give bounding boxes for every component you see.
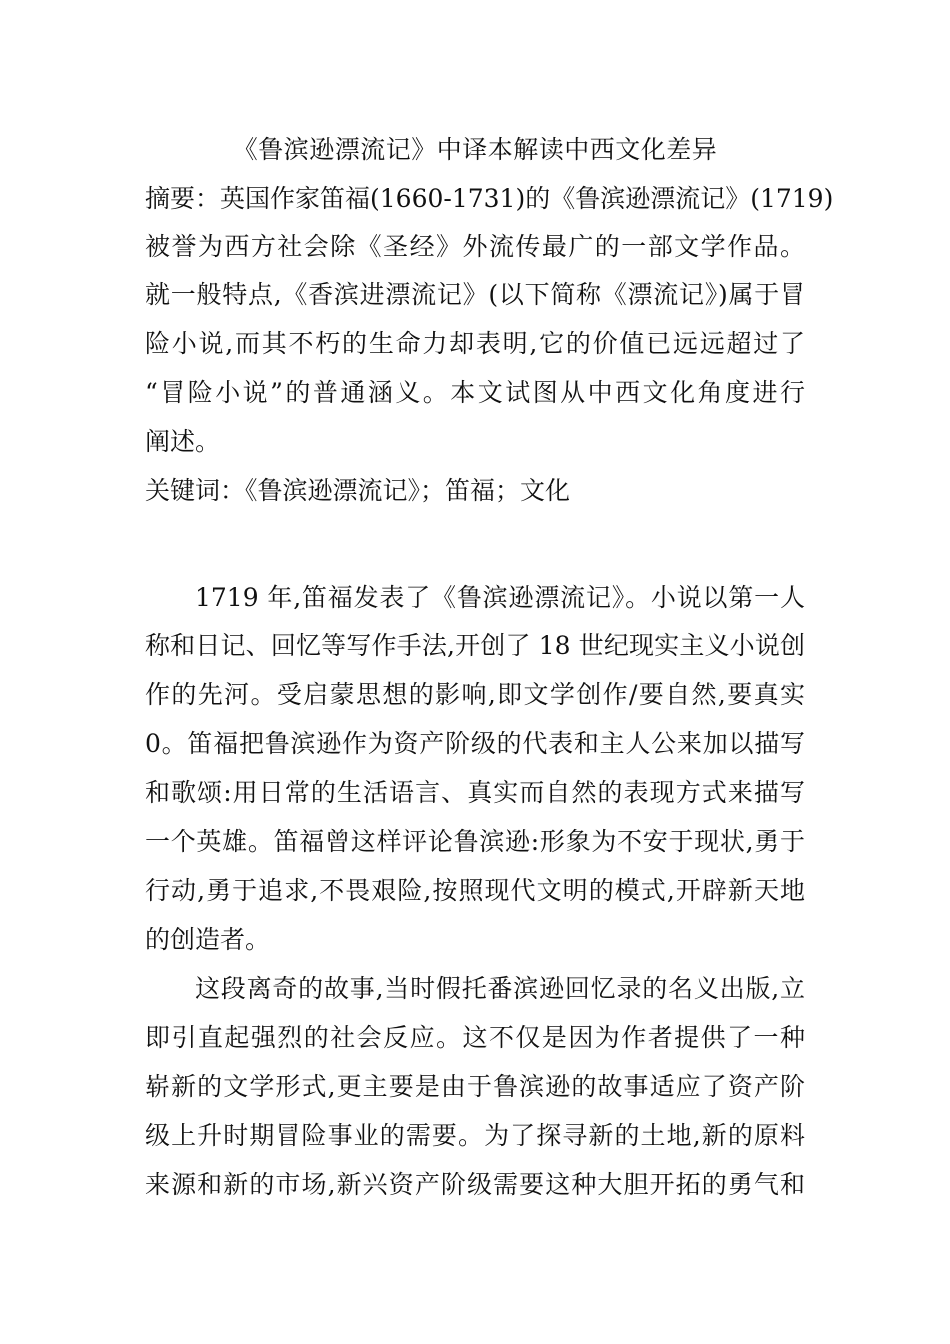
paragraph-line: 一个英雄。笛福曾这样评论鲁滨逊:形象为不安于现状,勇于 — [145, 827, 805, 856]
abstract-line: 就一般特点,《香滨进漂流记》(以下简称《漂流记》)属于冒 — [145, 280, 805, 309]
paragraph-line: 0。笛福把鲁滨逊作为资产阶级的代表和主人公来加以描写 — [145, 729, 805, 758]
abstract-line: “冒险小说”的普通涵义。本文试图从中西文化角度进行 — [145, 378, 805, 407]
paragraph-line: 来源和新的市场,新兴资产阶级需要这种大胆开拓的勇气和 — [145, 1170, 805, 1199]
keywords: 关键词：《鲁滨逊漂流记》；笛福；文化 — [145, 476, 571, 505]
abstract-line: 摘要：英国作家笛福(1660-1731)的《鲁滨逊漂流记》(1719) — [145, 184, 834, 213]
paragraph-line: 这段离奇的故事,当时假托番滨逊回忆录的名义出版,立 — [195, 974, 805, 1003]
paragraph-line: 即引直起强烈的社会反应。这不仅是因为作者提供了一种 — [145, 1023, 805, 1052]
abstract-line: 险小说,而其不朽的生命力却表明,它的价值已远远超过了 — [145, 329, 805, 358]
paragraph-line: 作的先河。受启蒙思想的影响,即文学创作/要自然,要真实 — [145, 680, 805, 709]
abstract-line: 阐述。 — [145, 427, 221, 456]
paragraph-line: 1719 年,笛福发表了《鲁滨逊漂流记》。小说以第一人 — [195, 583, 805, 612]
paragraph-line: 行动,勇于追求,不畏艰险,按照现代文明的模式,开辟新天地 — [145, 876, 805, 905]
paragraph-line: 和歌颂:用日常的生活语言、真实而自然的表现方式来描写 — [145, 778, 805, 807]
paragraph-line: 的创造者。 — [145, 925, 271, 954]
paragraph-line: 称和日记、回忆等写作手法,开创了 18 世纪现实主义小说创 — [145, 631, 805, 660]
paragraph-line: 崭新的文学形式,更主要是由于鲁滨逊的故事适应了资产阶 — [145, 1072, 805, 1101]
abstract-line: 被誉为西方社会除《圣经》外流传最广的一部文学作品。 — [145, 232, 805, 261]
paragraph-line: 级上升时期冒险事业的需要。为了探寻新的土地,新的原料 — [145, 1121, 805, 1150]
document-title: 《鲁滨逊漂流记》中译本解读中西文化差异 — [232, 135, 718, 164]
